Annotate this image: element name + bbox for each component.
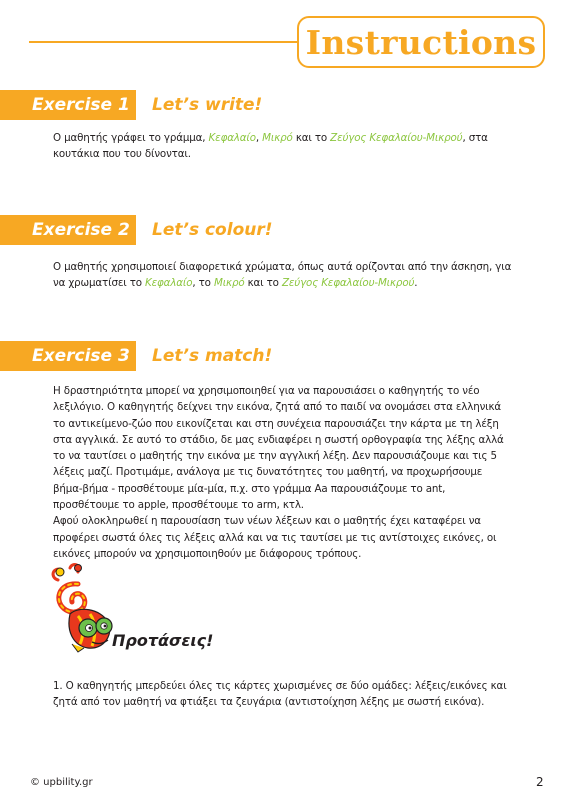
page-title: Instructions <box>305 22 537 62</box>
text-run: Ο μαθητής χρησιμοποιεί διαφορετικά χρώματα, όπως αυτά ορίζονται από την άσκηση, για να χρωματίσει το <box>53 261 512 290</box>
text-run: , <box>255 132 263 144</box>
text-run: , το <box>192 277 214 290</box>
text-run: , στα κουτάκια που του δίνονται. <box>53 132 488 161</box>
page-number: 2 <box>536 775 544 789</box>
exercise-3-label: Exercise 3 <box>32 346 130 366</box>
text-run: Ο μαθητής γράφει το γράμμα, <box>53 132 209 144</box>
exercise-2-label: Exercise 2 <box>32 220 130 240</box>
exercise-3-paragraph-1: Η δραστηριότητα μπορεί να χρησιμοποιηθεί για να παρουσιάσει ο καθηγητής το νέο λεξιλόγιο. Ο καθηγητής δείχνει την εικόνα, ζητά από το παιδί να ονομάσει στα ελληνικά το αντικείμενο-ζώο που εικονίζεται και στη συνέχεια παρουσιάζει την κάρτα με τη λέξη στα αγγλικά. Σε αυτό το στάδιο, δε μας ενδιαφέρει η σωστή ορθογραφία της λέξης αλλά το να ταυτίσει ο μαθητής την εικόνα με την αγγλική λέξη. Δεν παρουσιάζουμε και τις 5 λέξεις μαζί. Προτιμάμε, ανάλογα με τις δυνατότητες του μαθητή, να προχωρήσουμε βήμα-βήμα - προσθέτουμε μία-μία, π.χ. στο γράμμα Aa παρουσιάζουμε το ant, προσθέτουμε το apple, προσθέτουμε το arm, κτλ. <box>53 385 504 512</box>
text-run: και το <box>292 132 331 144</box>
text-run: και το <box>244 277 282 290</box>
title-box <box>297 16 545 68</box>
exercise-3-subtitle: Let’s match! <box>152 346 273 366</box>
exercise-1-label: Exercise 1 <box>32 95 130 115</box>
exercise-3-paragraph-2: Αφού ολοκληρωθεί η παρουσίαση των νέων λέξεων και ο μαθητής έχει καταφέρει να προφέρει σωστά όλες τις λέξεις αλλά και να τις ταυτίσει με τις αντίστοιχες εικόνες, οι εικόνες μπορούν να χρησιμοποιηθούν με διάφορους τρόπους. <box>53 515 497 560</box>
term-uppercase: Κεφαλαίο <box>208 132 256 144</box>
exercise-1-subtitle: Let’s write! <box>152 95 263 115</box>
exercise-1-text <box>53 130 513 163</box>
term-pair: Ζεύγος Κεφαλαίου-Μικρού <box>330 132 463 144</box>
term-uppercase: Κεφαλαίο <box>145 277 193 290</box>
exercise-2-text <box>53 259 513 292</box>
suggestions-title: Προτάσεις! <box>112 631 214 650</box>
term-pair: Ζεύγος Κεφαλαίου-Μικρού <box>281 277 415 290</box>
text-run: . <box>414 277 418 290</box>
footer-copyright: © upbility.gr <box>30 777 93 788</box>
exercise-3-text <box>53 383 513 562</box>
term-lowercase: Μικρό <box>262 132 293 144</box>
suggestion-item-1: 1. Ο καθηγητής μπερδεύει όλες τις κάρτες χωρισμένες σε δύο ομάδες: λέξεις/εικόνες και ζητά από τον μαθητή να φτιάξει τα ζευγάρια (αντιστοίχηση λέξης με σωστή εικόνα). <box>53 680 507 709</box>
exercise-2-subtitle: Let’s colour! <box>152 220 273 240</box>
term-lowercase: Μικρό <box>213 277 245 290</box>
header-rule <box>29 41 299 43</box>
